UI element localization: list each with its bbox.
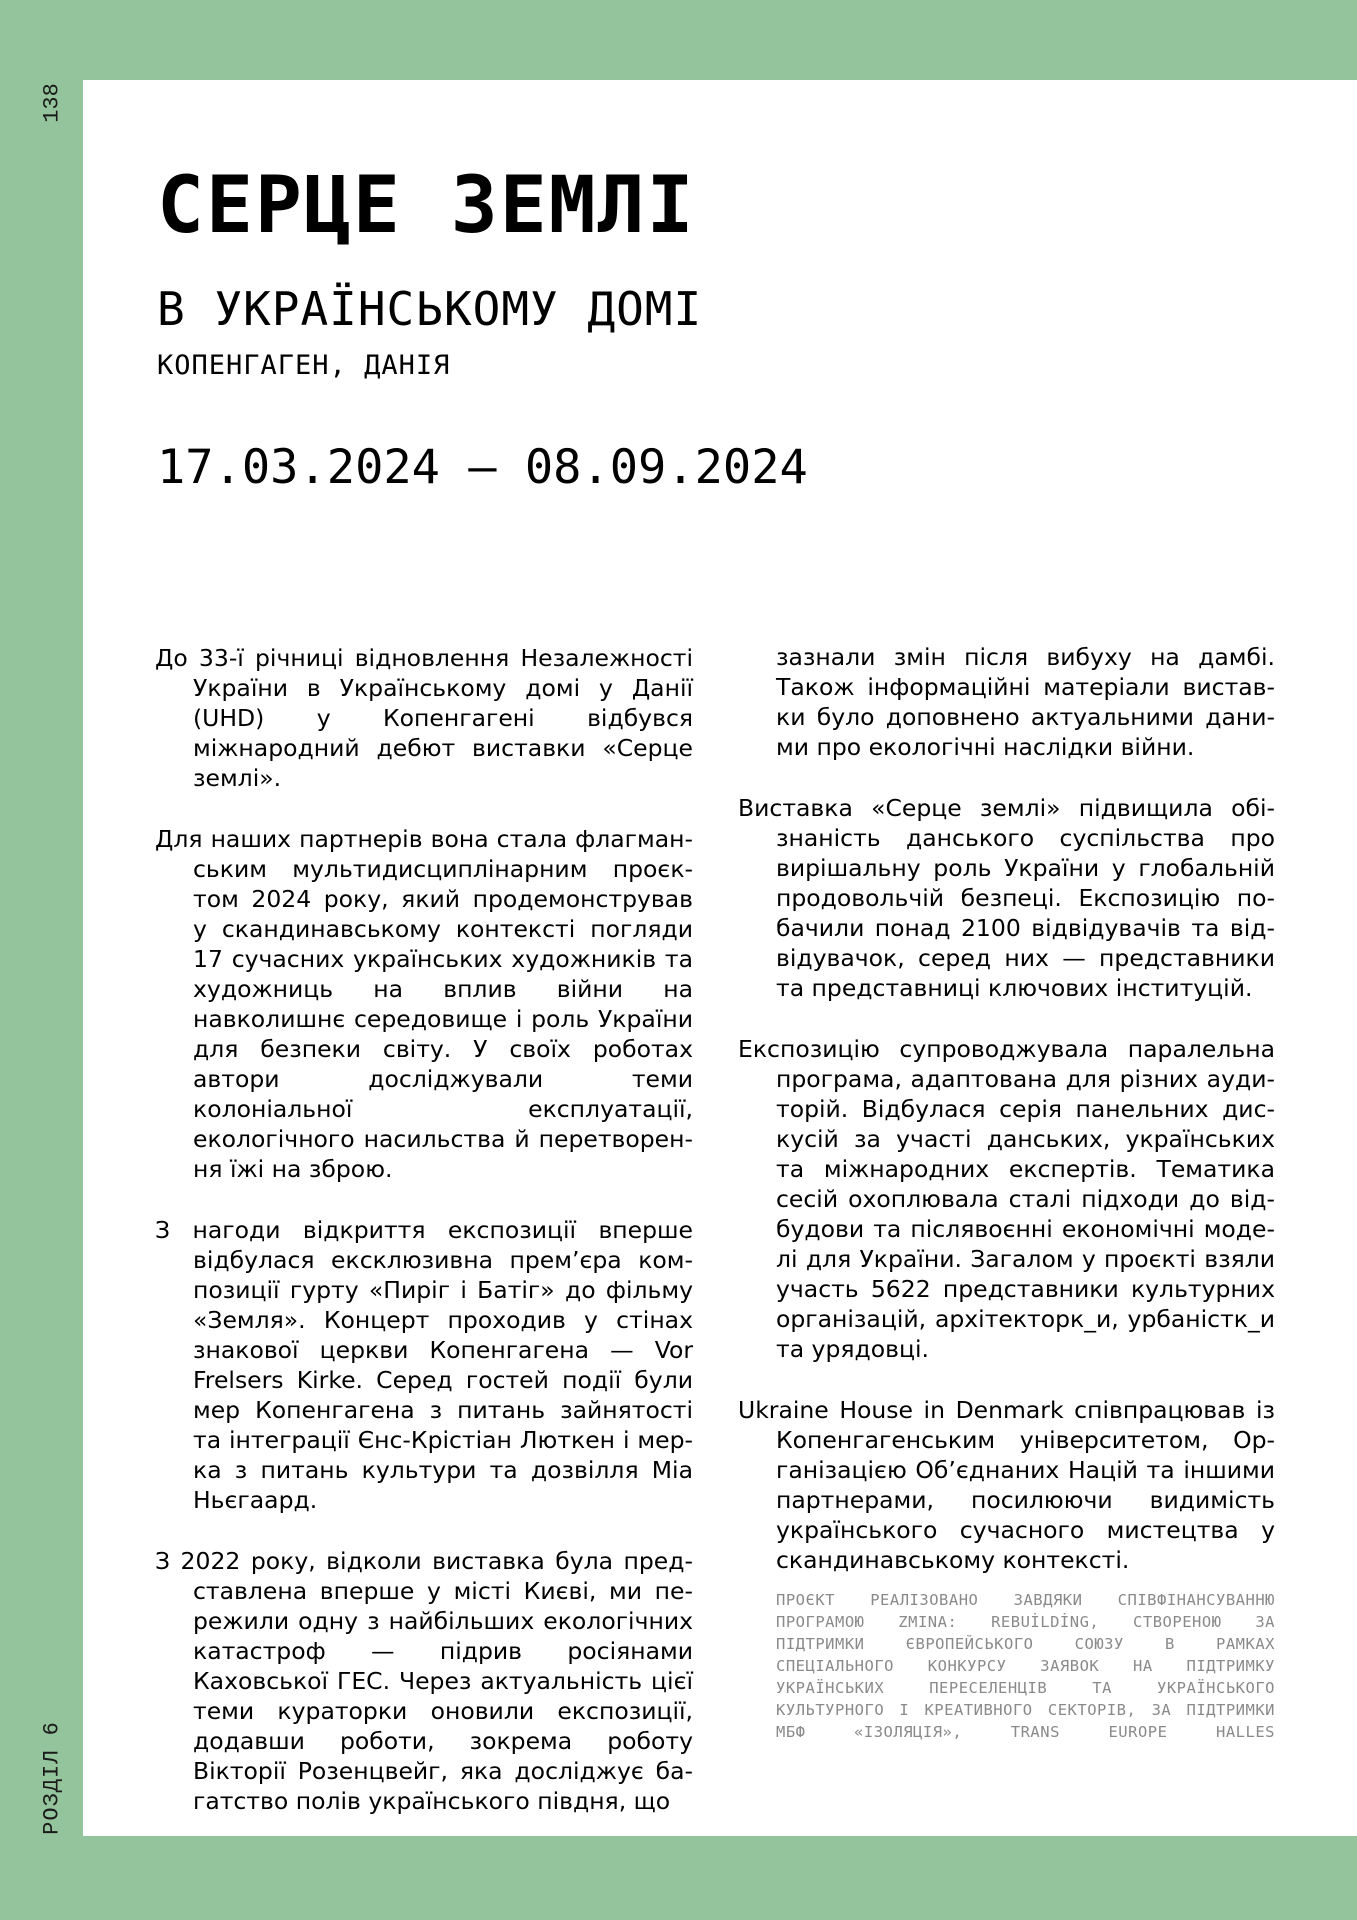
exhibition-dates: 17.03.2024 — 08.09.2024 <box>157 440 808 495</box>
left-column <box>155 643 693 1847</box>
paragraph: До 33-ї річниці відновлення Незалежності України в Українському домі у Данії (UHD) у Копенгагені відбувся міжнародний дебют виставки «Серце землі». <box>155 644 693 792</box>
paragraph-continued: зазнали змін після вибуху на дамбі. Також інформаційні матеріали виставки було доповнено актуальними даними про екологічні наслідки війни. <box>776 643 1275 761</box>
article-subtitle: В УКРАЇНСЬКОМУ ДОМІ <box>157 282 703 336</box>
paragraph: Ukraine House in Denmark співпрацював із Копенгагенським університетом, Організацією Об’єднаних Націй та іншими партнерами, посилюючи видимість українського сучасного мистецтва у скандинавському контексті. <box>738 1396 1275 1574</box>
funding-note: ПРОЄКТ РЕАЛІЗОВАНО ЗАВДЯКИ СПІВФІНАНСУВАННЮ ПРОГРАМОЮ ZMINA: REBUİLDİNG, СТВОРЕНОЮ ЗА ПІДТРИМКИ ЄВРОПЕЙСЬКОГО СОЮЗУ В РАМКАХ СПЕЦІАЛЬНОГО КОНКУРСУ ЗАЯВОК НА ПІДТРИМКУ УКРАЇНСЬКИХ ПЕРЕСЕЛЕНЦІВ ТА УКРАЇНСЬКОГО КУЛЬТУРНОГО І КРЕАТИВНОГО СЕКТОРІВ, ЗА ПІДТРИМКИ МБФ «ІЗОЛЯЦІЯ», TRANS EUROPE HALLES <box>776 1591 1275 1741</box>
paragraph: Експозицію супроводжувала паралельна програма, адаптована для різних аудиторій. Відбулася серія панельних дискусій за участі данських, українських та міжнародних експертів. Тематика сесій охоплювала сталі підходи до відбудови та післявоєнні економічні моделі для України. Загалом у проєкті взяли участь 5622 представники культурних організацій, архітекторк_и, урбаністк_и та урядовці. <box>738 1035 1275 1363</box>
location: КОПЕНГАГЕН, ДАНІЯ <box>157 350 451 381</box>
paragraph: Виставка «Серце землі» підвищила обізнаність данського суспільства про вирішальну роль України у глобальній продовольчій безпеці. Експозицію побачили понад 2100 відвідувачів та відвідувачок, серед них — представники та представниці ключових інституцій. <box>738 794 1275 1002</box>
section-label: РОЗДІЛ 6 <box>39 1721 65 1835</box>
right-column <box>738 642 1275 1743</box>
article-title: СЕРЦЕ ЗЕМЛІ <box>157 161 696 251</box>
page-number: 138 <box>39 83 65 123</box>
paragraph: Для наших партнерів вона стала флагманським мультидисциплінарним проєктом 2024 року, який продемонстрував у скандинавському контексті погляди 17 сучасних українських художників та художниць на вплив війни на навколишнє середовище і роль України для безпеки світу. У своїх роботах автори досліджували теми колоніальної експлуатації, екологічного насильства й перетворення їжі на зброю. <box>155 825 693 1183</box>
paragraph: З 2022 року, відколи виставка була представлена вперше у місті Києві, ми пережили одну з найбільших екологічних катастроф — підрив росіянами Каховської ГЕС. Через актуальність цієї теми кураторки оновили експозиції, додавши роботи, зокрема роботу Вікторії Розенцвейг, яка досліджує багатство полів українського півдня, що <box>155 1547 693 1815</box>
paragraph: З нагоди відкриття експозиції вперше відбулася ексклюзивна прем’єра композиції гурту «Пиріг і Батіг» до фільму «Земля». Концерт проходив у стінах знакової церкви Копенгагена — Vor Frelsers Kirke. Серед гостей події були мер Копенгагена з питань зайнятості та інтеграції Єнс-Крістіан Люткен і мерка з питань культури та дозвілля Міа Ньєгаард. <box>155 1216 693 1514</box>
